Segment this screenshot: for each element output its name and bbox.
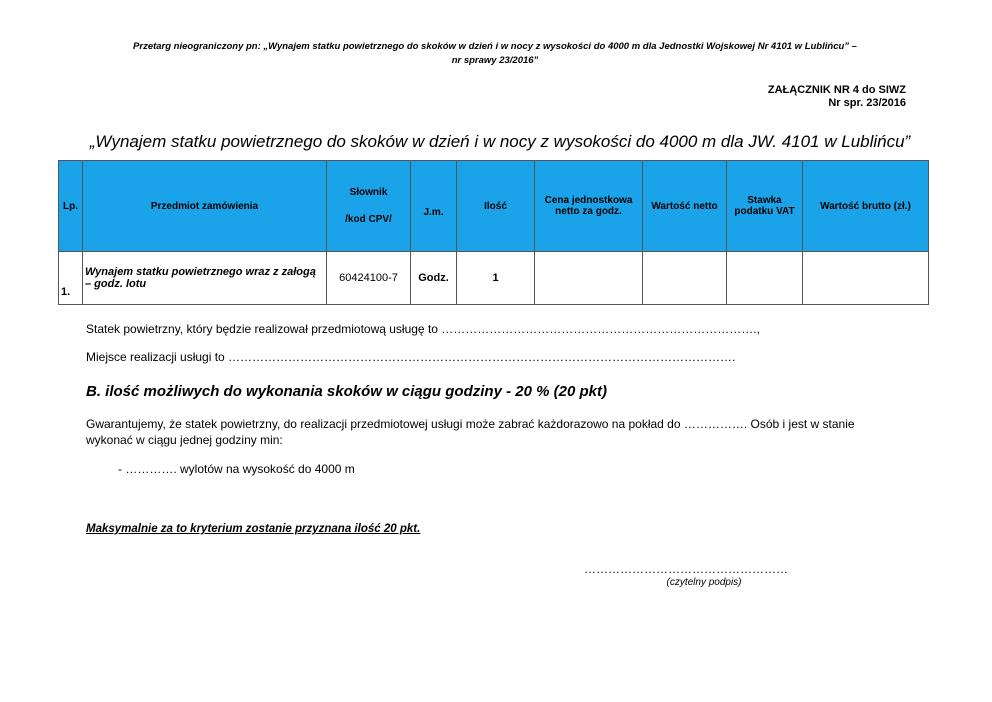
col-dictionary: [327, 161, 411, 252]
cell-net-value[interactable]: [643, 252, 727, 305]
col-unit: J.m.: [411, 161, 457, 252]
aircraft-line: Statek powietrzny, który będzie realizował przedmiotową usługę to …………………………………………………………………….,: [86, 322, 760, 336]
cell-qty: 1: [457, 252, 535, 305]
place-line: Miejsce realizacji usługi to ……………………………………………………………………………………………………………….: [86, 350, 736, 364]
cell-cpv-code: 60424100-7: [327, 252, 411, 305]
signature-line: ……………………………………………: [584, 562, 788, 576]
cell-unit-price[interactable]: [535, 252, 643, 305]
header-line-2: nr sprawy 23/2016”: [451, 55, 539, 66]
document-header: [60, 40, 930, 68]
section-b-heading: B. ilość możliwych do wykonania skoków w ciągu godziny - 20 % (20 pkt): [86, 383, 607, 400]
flights-line: - …………. wylotów na wysokość do 4000 m: [118, 462, 355, 476]
col-gross: Wartość brutto (zł.): [803, 161, 929, 252]
order-table: [58, 160, 929, 305]
col-net-value: Wartość netto: [643, 161, 727, 252]
header-line-1: Przetarg nieograniczony pn: „Wynajem statku powietrznego do skoków w dzień i w nocy z wysokości do 4000 m dla Jednostki Wojskowej Nr 4101 w Lublińcu” –: [133, 41, 857, 52]
col-vat: Stawka podatku VAT: [727, 161, 803, 252]
table-row: [59, 252, 929, 305]
cell-vat[interactable]: [727, 252, 803, 305]
cell-gross[interactable]: [803, 252, 929, 305]
table-header-row: [59, 161, 929, 252]
attachment-line-2: Nr spr. 23/2016: [828, 97, 906, 109]
col-lp: Lp.: [59, 161, 83, 252]
cell-lp: 1.: [59, 252, 83, 305]
col-unit-price: Cena jednostkowa netto za godz.: [535, 161, 643, 252]
signature-label: (czytelny podpis): [666, 577, 742, 588]
attachment-label: [768, 84, 906, 110]
col-subject: Przedmiot zamówienia: [83, 161, 327, 252]
max-points-note: Maksymalnie za to kryterium zostanie przyznana ilość 20 pkt.: [86, 523, 421, 535]
col-dictionary-b: /kod CPV/: [345, 214, 392, 225]
cell-unit: Godz.: [411, 252, 457, 305]
attachment-line-1: ZAŁĄCZNIK NR 4 do SIWZ: [767, 84, 906, 96]
col-dictionary-a: Słownik: [349, 187, 388, 198]
guarantee-paragraph: Gwarantujemy, że statek powietrzny, do realizacji przedmiotowej usługi może zabrać każdorazowo na pokład do ……………. Osób i jest w stanie wykonać w ciągu jednej godziny min:: [86, 417, 855, 447]
cell-subject: Wynajem statku powietrznego wraz z załogą – godz. lotu: [83, 252, 327, 305]
col-qty: Ilość: [457, 161, 535, 252]
document-title: „Wynajem statku powietrznego do skoków w dzień i w nocy z wysokości do 4000 m dla JW. 4101 w Lublińcu”: [89, 132, 911, 151]
